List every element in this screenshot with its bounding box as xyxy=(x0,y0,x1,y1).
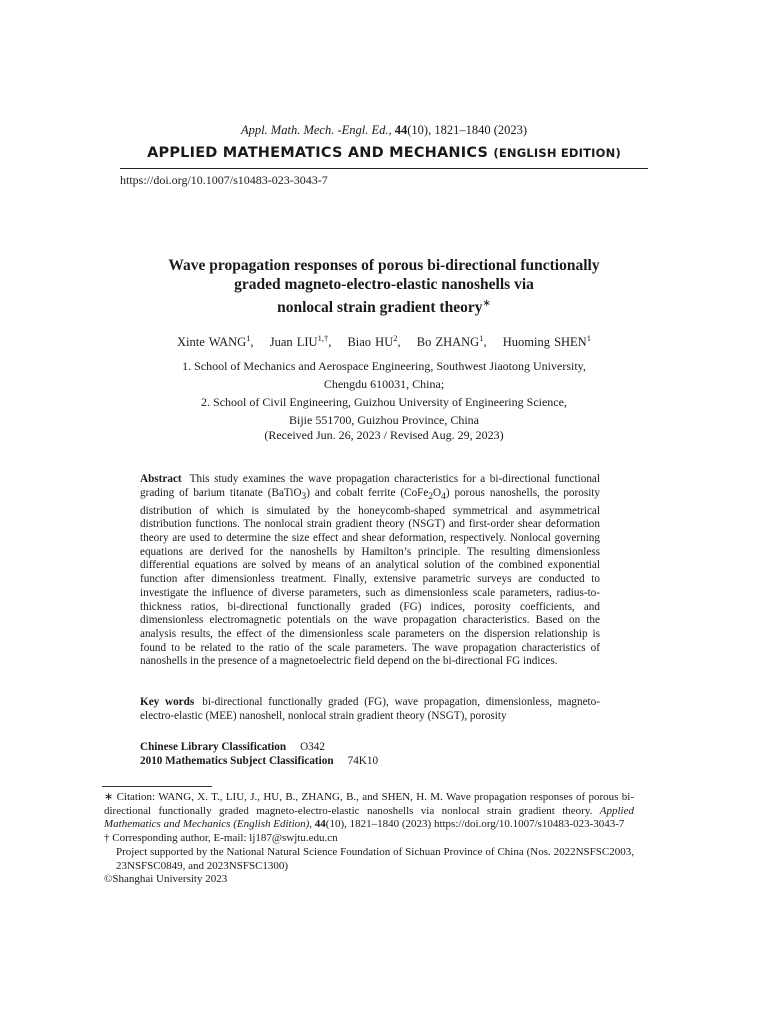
author: Huoming SHEN$^1$ xyxy=(502,333,591,350)
paper-title xyxy=(100,256,668,317)
author-list xyxy=(100,333,668,350)
copyright-notice: ©Shanghai University 2023 xyxy=(104,873,228,886)
affiliation-2: 2. School of Civil Engineering, Guizhou University of Engineering Science, Bijie 551700, Guizhou Province, China xyxy=(201,395,567,427)
journal-issue-pages: (10), 1821–1840 (2023) xyxy=(407,123,528,137)
journal-abbrev: Appl. Math. Mech. -Engl. Ed., xyxy=(240,123,392,137)
journal-edition: (ENGLISH EDITION) xyxy=(493,146,621,160)
title-line-2: graded magneto-electro-elastic nanoshells via xyxy=(234,276,534,293)
funding-footnote: Project supported by the National Natural Science Foundation of Sichuan Province of China (Nos. 2022NSFSC2003, 23NSFSC0849, and 2023NSFSC1300) xyxy=(116,845,634,872)
author: Biao $HU^2$, xyxy=(347,333,401,350)
title-line-1: Wave propagation responses of porous bi-directional functionally xyxy=(168,257,600,274)
journal-name: APPLIED MATHEMATICS AND MECHANICS xyxy=(147,145,489,161)
keywords-label: Key words xyxy=(140,696,195,708)
journal-reference xyxy=(0,123,768,138)
affiliation-1: 1. School of Mechanics and Aerospace Engineering, Southwest Jiaotong University, Chengdu 610031, China; xyxy=(182,359,586,391)
journal-title xyxy=(120,145,648,161)
title-line-3: nonlocal strain gradient theory xyxy=(277,299,483,317)
keywords-text: bi-directional functionally graded (FG), wave propagation, dimensionless, magneto-electro-elastic (MEE) nanoshell, nonlocal strain gradient theory (NSGT), porosity xyxy=(140,696,600,722)
citation-footnote: ∗ Citation: WANG, X. T., LIU, J., HU, B., ZHANG, B., and SHEN, H. M. Wave propagation responses of porous bi-directional functionally graded magneto-electro-elastic nanoshells via nonlocal strain gradient theory. Applied Mathematics and Mechanics (English Edition), 44(10), 1821–1840 (2023) https://doi.org/10.1007/s10483-023-3043-7 xyxy=(104,791,634,831)
keywords xyxy=(140,696,600,723)
author: Bo ZHANG$^1$, xyxy=(416,333,487,350)
corresponding-author-footnote: † Corresponding author, E-mail: lj187@swjtu.edu.cn xyxy=(104,832,338,845)
title-footnote-mark: ∗ xyxy=(482,298,491,309)
doi-link[interactable]: https://doi.org/10.1007/s10483-023-3043-7 xyxy=(120,173,328,187)
footnotes xyxy=(104,791,634,887)
abstract-label: Abstract xyxy=(140,473,182,485)
abstract: Abstract This study examines the wave propagation characteristics for a bi-directional functional grading of barium titanate (BaTiO$_3$) and cobalt ferrite $(CoFe_2O_4)$ porous nanoshells, the porosity distribution of which is simulated by the honeycomb-shaped symmetrical and asymmetrical distribution functions. The nonlocal strain gradient theory (NSGT) and first-order shear deformation theory are used to determine the size effect and shear deformation, respectively. Nonlocal governing equations are derived for the nanoshells by Hamilton’s principle. The resulting dimensionless differential equations are solved by means of an analytical solution of the combined exponential function after dimensionless treatment. Finally, extensive parametric surveys are conducted to investigate the influence of diverse parameters, such as dimensionless scale parameters, radius-to-thickness ratios, bi-directional functionally graded (FG) indices, porosity coefficients, and dimensionless electromagnetic potentials on the wave propagation characteristics. Based on the analysis results, the effect of the dimensionless scale parameters on the dispersion relationship is found to be related to the ratio of the scale parameters. The wave propagation characteristics of nanoshells in the presence of a magnetoelectric field depend on the bi-directional FG indices. xyxy=(140,473,601,668)
journal-volume: 44 xyxy=(394,123,408,137)
author: Juan $LIU^{1,\dagger}$, xyxy=(269,333,332,350)
footnote-rule xyxy=(102,786,212,787)
library-classification: Chinese Library Classification O342 xyxy=(140,741,325,753)
author: Xinte WANG$^1$, xyxy=(177,333,254,350)
received-dates: (Received Jun. 26, 2023 / Revised Aug. 29, 2023) xyxy=(264,428,504,442)
header-rule xyxy=(120,168,648,169)
math-subject-classification: 2010 Mathematics Subject Classification 74K10 xyxy=(140,755,379,767)
